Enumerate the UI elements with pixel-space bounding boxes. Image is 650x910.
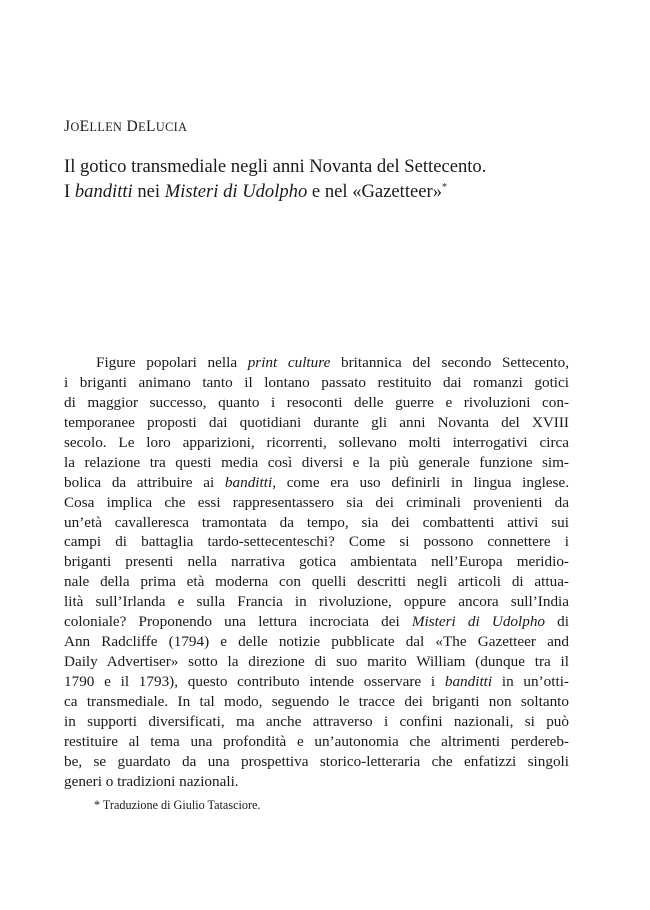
abstract-line xyxy=(64,772,569,792)
abstract-line xyxy=(64,532,569,552)
abstract-text: di xyxy=(545,613,569,631)
author-smallcaps: E xyxy=(138,120,146,134)
abstract-text: Daily Advertiser» sotto la direzione di suo marito William (dunque tra il xyxy=(64,653,569,671)
abstract-italic: banditti xyxy=(224,473,273,491)
abstract-text: , come era uso definirli in lingua inglese. xyxy=(272,473,569,491)
title-italic: banditti xyxy=(74,181,133,202)
abstract-text: britannica del secondo Settecento, xyxy=(330,354,569,371)
abstract-text: Cosa implica che essi rappresentassero sia dei criminali provenienti da xyxy=(64,493,569,511)
article-title xyxy=(64,154,604,204)
abstract-line xyxy=(64,672,569,692)
abstract-text: la relazione tra questi media così diversi e la più generale funzione sim- xyxy=(64,453,569,471)
abstract-text: di maggior successo, quanto i resoconti delle guerre e rivoluzioni con- xyxy=(64,393,569,411)
abstract-text: un’età cavalleresca tramontata da tempo, sia dei combattenti attivi sui xyxy=(64,513,569,531)
abstract-text: 1790 e il 1793), questo contributo intende osservare i xyxy=(64,673,445,690)
abstract-line xyxy=(64,552,569,572)
abstract-line xyxy=(64,413,569,433)
author-initial: E xyxy=(79,118,90,135)
abstract-text: temporanee proposti dai quotidiani durante gli anni Novanta del XVIII xyxy=(64,413,569,431)
abstract-text: Ann Radcliffe (1794) e delle notizie pubblicate dal «The Gazetteer and xyxy=(64,633,569,651)
abstract-italic: banditti xyxy=(444,673,493,690)
abstract-text: in supporti diversificati, ma anche attraverso i confini nazionali, si può xyxy=(64,712,569,730)
abstract-text: ca transmediale. In tal modo, seguendo le tracce dei briganti non soltanto xyxy=(64,692,569,710)
author-initial: D xyxy=(126,118,139,135)
abstract-line xyxy=(64,453,569,473)
abstract-line xyxy=(64,473,569,493)
abstract-paragraph xyxy=(64,353,569,792)
abstract-text: nale della prima età moderna con quelli descritti negli articoli di attua- xyxy=(64,573,569,591)
abstract-text: generi o tradizioni nazionali. xyxy=(64,772,239,790)
abstract-line xyxy=(64,592,569,612)
author-smallcaps: LLEN xyxy=(89,120,123,134)
title-italic: Misteri di Udolpho xyxy=(164,181,308,202)
abstract-line xyxy=(64,433,569,453)
abstract-line xyxy=(64,732,569,752)
abstract-line xyxy=(64,493,569,513)
abstract-text: restituire al tema una profondità e un’autonomia che altrimenti perdereb- xyxy=(64,732,569,750)
abstract-line xyxy=(64,373,569,393)
author-smallcaps: UCIA xyxy=(155,120,188,134)
title-text: I xyxy=(64,181,75,202)
abstract-text: in un’otti- xyxy=(492,673,569,690)
abstract-line xyxy=(64,692,569,712)
abstract-line xyxy=(64,612,569,632)
abstract-line xyxy=(64,513,569,533)
author-smallcaps: O xyxy=(70,120,80,134)
author-initial: L xyxy=(146,118,156,135)
abstract-line xyxy=(64,712,569,732)
abstract-text: coloniale? Proponendo una lettura incrociata dei xyxy=(64,613,412,631)
abstract-line xyxy=(64,632,569,652)
footnote-marker: * xyxy=(442,181,448,193)
abstract-line xyxy=(64,393,569,413)
abstract-italic: Misteri di Udolpho xyxy=(411,613,546,631)
abstract-text: be, se guardato da una prospettiva storico-letteraria che enfatizzi singoli xyxy=(64,752,569,770)
abstract-line xyxy=(64,752,569,772)
author-initial: J xyxy=(64,118,71,135)
abstract-text: briganti presenti nella narrativa gotica ambientata nell’Europa meridio- xyxy=(64,553,569,571)
abstract-line xyxy=(64,353,569,373)
title-line-1: Il gotico transmediale negli anni Novanta del Settecento. xyxy=(64,156,487,177)
abstract-text: Figure popolari nella xyxy=(96,354,248,371)
abstract-text: campi di battaglia tardo-settecenteschi? Come si possono connettere i xyxy=(64,533,569,551)
abstract-line xyxy=(64,572,569,592)
title-text: nei xyxy=(132,181,165,202)
abstract-italic: print culture xyxy=(247,354,331,371)
abstract-text: lità sull’Irlanda e sulla Francia in rivoluzione, oppure ancora sull’India xyxy=(64,593,569,611)
title-line-2 xyxy=(64,179,604,204)
footnote: * Traduzione di Giulio Tatasciore. xyxy=(94,798,261,812)
author-name xyxy=(64,118,187,136)
abstract-line xyxy=(64,652,569,672)
abstract-text: i briganti animano tanto il lontano passato restituito dai romanzi gotici xyxy=(64,373,569,391)
abstract-text: secolo. Le loro apparizioni, ricorrenti, sollevano molti interrogativi circa xyxy=(64,433,569,451)
title-text: e nel «Gazetteer» xyxy=(307,181,443,202)
abstract-text: bolica da attribuire ai xyxy=(64,473,225,491)
